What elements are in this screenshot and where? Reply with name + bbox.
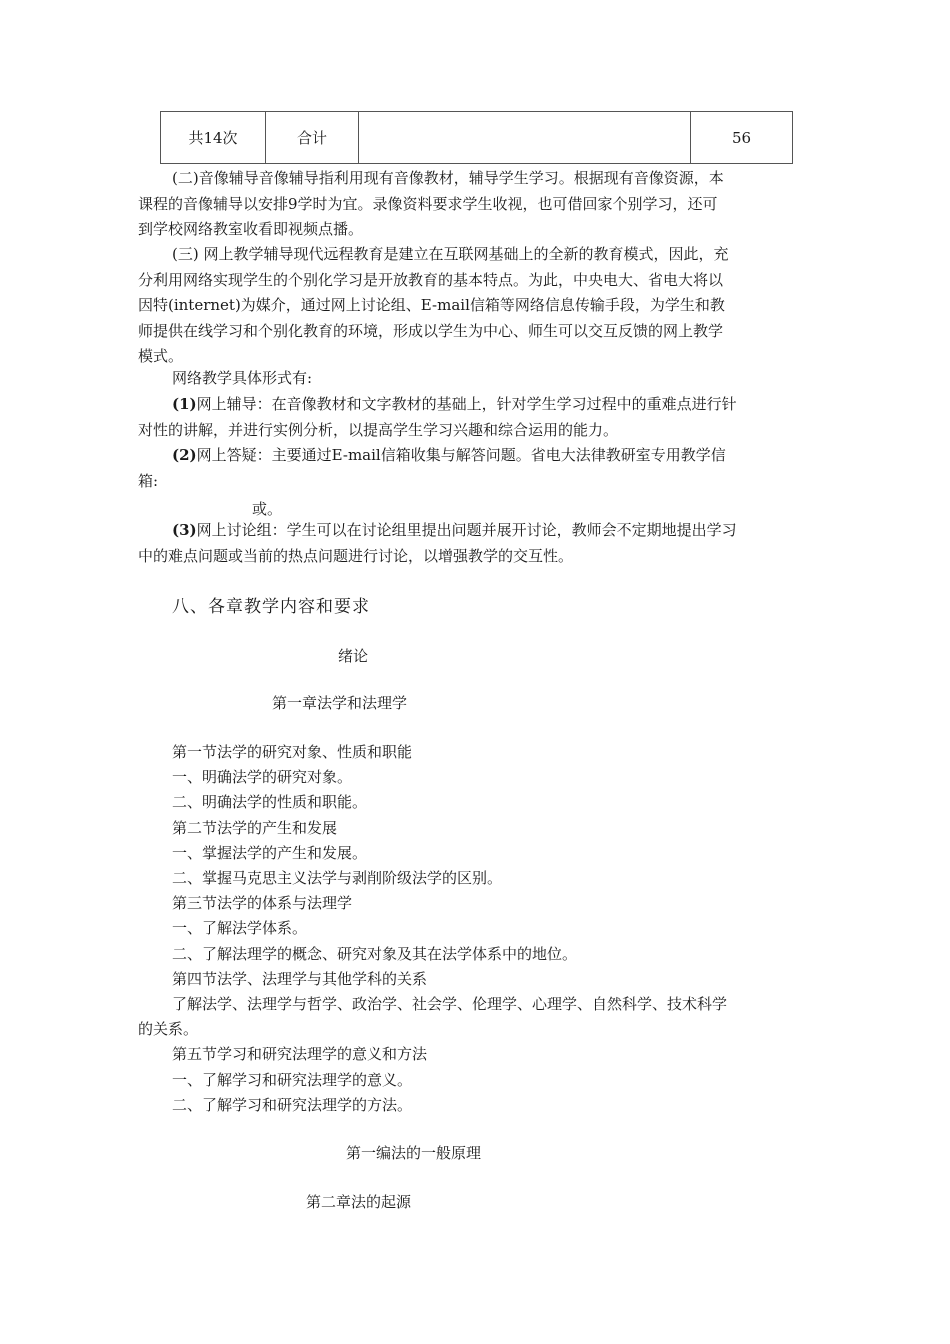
text-line: 中的难点问题或当前的热点问题进行讨论，以增强教学的交互性。 [138, 546, 574, 565]
outline-line: 的关系。 [138, 1020, 199, 1039]
form-item-discussion-group [138, 518, 818, 569]
outline-line: 第四节法学、法理学与其他学科的关系 [172, 969, 428, 988]
outline-line: 一、了解法学体系。 [172, 919, 308, 938]
text-line: (三) 网上教学辅导现代远程教育是建立在互联网基础上的全新的教育模式，因此，充 [172, 245, 729, 263]
outline-line: 一、掌握法学的产生和发展。 [172, 843, 368, 862]
chapter-outline [138, 740, 818, 1118]
chapter-title: 第一章法学和法理学 [272, 694, 408, 712]
table-cell-total-label: 合计 [266, 112, 359, 164]
text-line: 或。 [252, 500, 283, 518]
outline-line: 第二节法学的产生和发展 [172, 818, 338, 837]
outline-line: 二、了解学习和研究法理学的方法。 [172, 1095, 413, 1114]
chapter-title: 第二章法的起源 [306, 1193, 412, 1211]
intro-title: 绪论 [338, 647, 369, 665]
list-number: (3) [172, 521, 197, 539]
forms-intro: 网络教学具体形式有: [172, 369, 313, 387]
section-heading: 八、各章教学内容和要求 [172, 597, 370, 617]
outline-line: 第五节学习和研究法理学的意义和方法 [172, 1045, 428, 1064]
text-line: 网上讨论组：学生可以在讨论组里提出问题并展开讨论，教师会不定期地提出学习 [196, 521, 737, 539]
text-line: 模式。 [138, 347, 184, 365]
part-title: 第一编法的一般原理 [346, 1144, 482, 1162]
list-number: (1) [172, 395, 197, 413]
outline-line: 二、掌握马克思主义法学与剥削阶级法学的区别。 [172, 869, 503, 888]
table-cell-total-hours: 56 [691, 112, 793, 164]
text-line: 因特(internet)为媒介，通过网上讨论组、E-mail信箱等网络信息传输手段，为学生和教 [138, 296, 725, 314]
text-line: 箱: [138, 471, 159, 490]
form-item-online-tutoring [138, 392, 818, 443]
form-item-online-qa [138, 443, 818, 523]
text-line: 网上答疑：主要通过E-mail信箱收集与解答问题。省电大法律教研室专用教学信 [196, 446, 726, 464]
paragraph-av-tutoring [138, 166, 818, 243]
table-row [161, 112, 793, 164]
text-line: 网上辅导：在音像教材和文字教材的基础上，针对学生学习过程中的重难点进行针 [196, 395, 737, 413]
outline-line: 第一节法学的研究对象、性质和职能 [172, 743, 413, 761]
outline-line: 一、了解学习和研究法理学的意义。 [172, 1070, 413, 1089]
table-cell-sessions: 共14次 [161, 112, 266, 164]
outline-line: 一、明确法学的研究对象。 [172, 768, 353, 787]
text-line: 课程的音像辅导以安排9学时为宜。录像资料要求学生收视，也可借回家个别学习，还可 [138, 194, 718, 213]
text-line: 到学校网络教室收看即视频点播。 [138, 220, 364, 238]
outline-line: 二、明确法学的性质和职能。 [172, 793, 368, 812]
outline-line: 二、了解法理学的概念、研究对象及其在法学体系中的地位。 [172, 944, 578, 963]
text-line: 对性的讲解，并进行实例分析，以提高学生学习兴趣和综合运用的能力。 [138, 420, 619, 439]
outline-line: 了解法学、法理学与哲学、政治学、社会学、伦理学、心理学、自然科学、技术科学 [172, 995, 728, 1014]
hours-summary-table [160, 111, 793, 164]
paragraph-online-tutoring [138, 242, 818, 370]
text-line: 师提供在线学习和个别化教育的环境，形成以学生为中心、师生可以交互反馈的网上教学 [138, 321, 724, 340]
text-line: (二)音像辅导音像辅导指利用现有音像教材，辅导学生学习。根据现有音像资源，本 [172, 169, 724, 187]
list-number: (2) [172, 446, 197, 464]
table-cell-empty [359, 112, 691, 164]
text-line: 分利用网络实现学生的个别化学习是开放教育的基本特点。为此，中央电大、省电大将以 [138, 270, 724, 289]
outline-line: 第三节法学的体系与法理学 [172, 894, 353, 913]
